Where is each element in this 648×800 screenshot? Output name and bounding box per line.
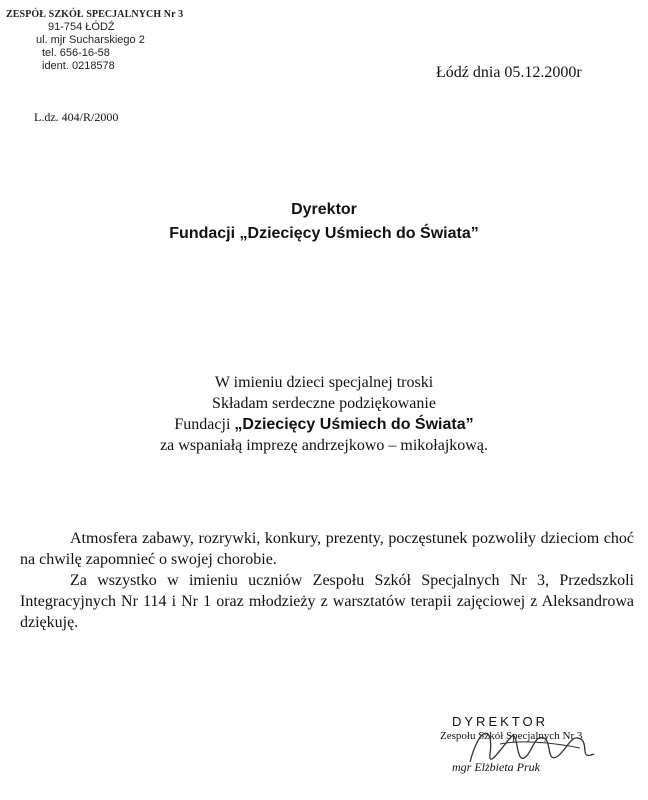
- school-header-stamp: [6, 8, 206, 73]
- thanks-foundation-name: „Dziecięcy Uśmiech do Świata”: [234, 416, 474, 433]
- body-paragraph-1: Atmosfera zabawy, rozrywki, konkury, prezenty, poczęstunek pozwoliły dzieciom choć na chwilę zapomnieć o swojej chorobie.: [20, 530, 634, 568]
- signature-stamp: [430, 708, 640, 792]
- stamp-line-postcode: 91-754 ŁÓDŹ: [48, 21, 115, 33]
- place-and-date: Łódź dnia 05.12.2000r: [436, 64, 582, 81]
- thanks-line-1: W imieniu dzieci specjalnej troski: [214, 374, 434, 391]
- signature-name: mgr Elżbieta Pruk: [452, 760, 540, 774]
- addressee-organization: Fundacji „Dziecięcy Uśmiech do Świata”: [169, 225, 479, 242]
- addressee-title: Dyrektor: [291, 201, 357, 218]
- stamp-line-ident: ident. 0218578: [42, 60, 115, 72]
- thanks-line-2: Składam serdeczne podziękowanie: [212, 395, 436, 412]
- signature-title: DYREKTOR: [452, 714, 548, 729]
- thanks-block: [0, 372, 648, 456]
- reference-number: L.dz. 404/R/2000: [34, 110, 119, 124]
- body-paragraph-2: Za wszystko w imieniu uczniów Zespołu Szkół Specjalnych Nr 3, Przedszkoli Integracyjnych Nr 114 i Nr 1 oraz młodzieży z warsztatów terapii zajęciowej z Aleksandrowa dziękuję.: [20, 572, 634, 631]
- letter-body: [20, 528, 634, 633]
- thanks-line-3: [0, 414, 648, 435]
- addressee: [0, 198, 648, 246]
- stamp-line-school: ZESPÓŁ SZKÓŁ SPECJALNYCH Nr 3: [6, 9, 184, 20]
- handwritten-signature-icon: [460, 714, 610, 784]
- thanks-line-4: za wspaniałą imprezę andrzejkowo – mikołajkową.: [160, 437, 488, 454]
- stamp-line-street: ul. mjr Sucharskiego 2: [36, 34, 145, 46]
- thanks-line-3-prefix: Fundacji: [174, 416, 235, 433]
- signature-school: Zespołu Szkół Specjalnych Nr 3: [440, 730, 583, 742]
- stamp-line-phone: tel. 656-16-58: [42, 47, 110, 59]
